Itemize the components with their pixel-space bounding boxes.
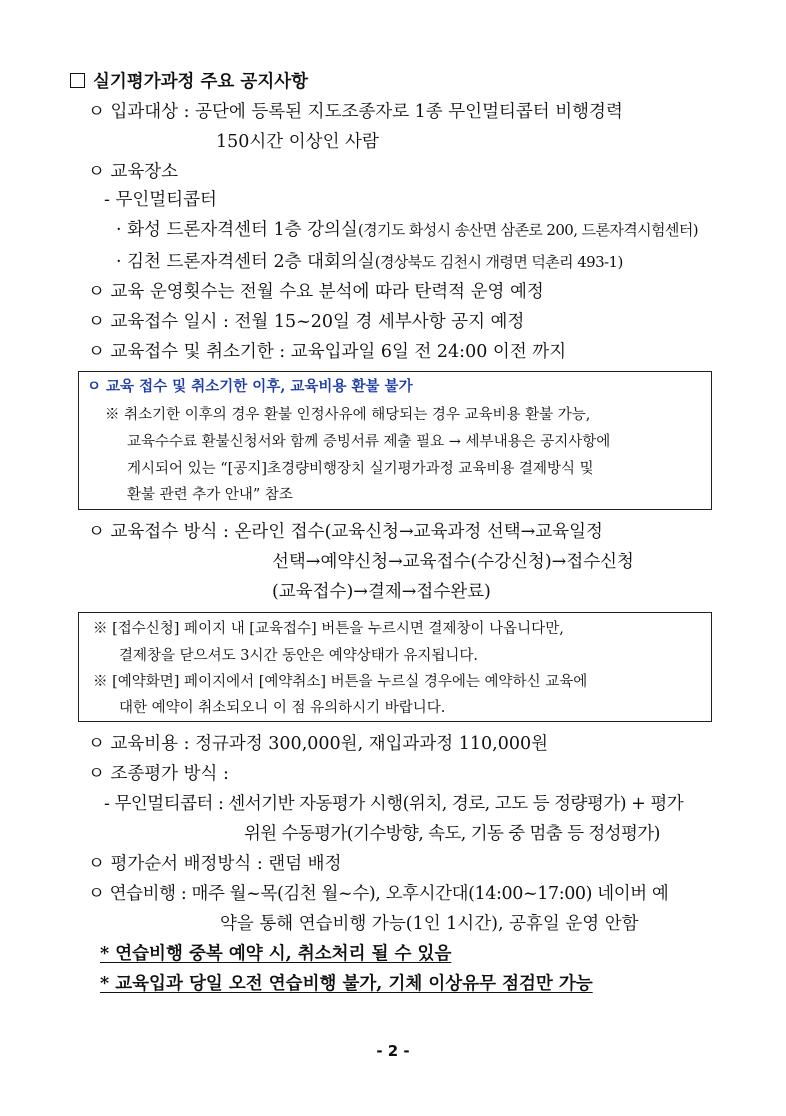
checkbox-square-icon (70, 73, 85, 88)
place-label: ㅇ 교육장소 (88, 162, 179, 182)
place-gimcheon: · 김천 드론자격센터 2층 대회의실(경상북도 김천시 개령면 덕촌리 493-1) (116, 252, 623, 272)
practice-line-2: 약을 통해 연습비행 가능(1인 1시간), 공휴일 운영 안함 (220, 914, 639, 934)
method-line-1: ㅇ 교육접수 방식 : 온라인 접수(교육신청→교육과정 선택→교육일정 (88, 522, 603, 542)
method-line-2: 선택→예약신청→교육접수(수강신청)→접수신청 (272, 552, 634, 572)
payment-notice-box (78, 612, 712, 722)
evaluation-line-1: - 무인멀티콥터 : 센서기반 자동평가 시행(위치, 경로, 고도 등 정량평가) + 평가 (104, 794, 684, 814)
place-hwaseong-address: (경기도 화성시 송산면 삼존로 200, 드론자격시험센터) (357, 221, 698, 239)
payment-note-2a: ※ [예약화면] 페이지에서 [예약취소] 버튼을 누르실 경우에는 예약하신 교육에 (93, 674, 588, 690)
section-title: 실기평가과정 주요 공지사항 (70, 70, 308, 94)
evaluation-label: ㅇ 조종평가 방식 : (88, 764, 229, 784)
method-line-3: (교육접수)→결제→접수완료) (272, 582, 491, 602)
warning-2: * 교육입과 당일 오전 연습비행 불가, 기체 이상유무 점검만 가능 (100, 974, 593, 994)
place-sub: - 무인멀티콥터 (104, 190, 217, 210)
payment-note-1b: 결제창을 닫으셔도 3시간 동안은 예약상태가 유지됩니다. (119, 648, 479, 664)
refund-note-1: ※ 취소기한 이후의 경우 환불 인정사유에 해당되는 경우 교육비용 환불 가능, (105, 407, 591, 423)
place-gimcheon-address: (경상북도 김천시 개령면 덕촌리 493-1) (374, 253, 623, 271)
refund-note-2: 교육수수료 환불신청서와 함께 증빙서류 제출 필요 → 세부내용은 공지사항에 (127, 434, 611, 450)
payment-note-1a: ※ [접수신청] 페이지 내 [교육접수] 버튼을 누르시면 결제창이 나옵니다만, (93, 621, 564, 637)
refund-note-4: 환불 관련 추가 안내” 참조 (127, 487, 293, 503)
refund-notice-box (78, 371, 712, 510)
warning-1: * 연습비행 중복 예약 시, 취소처리 될 수 있음 (100, 944, 452, 964)
practice-line-1: ㅇ 연습비행 : 매주 월~목(김천 월~수), 오후시간대(14:00~17:00) 네이버 예 (88, 884, 669, 904)
target-label: ㅇ 입과대상 : 공단에 등록된 지도조종자로 1종 무인멀티콥터 비행경력 (88, 102, 623, 122)
target-cont: 150시간 이상인 사람 (216, 132, 379, 152)
order: ㅇ 평가순서 배정방식 : 랜덤 배정 (88, 854, 342, 874)
place-hwaseong: · 화성 드론자격센터 1층 강의실(경기도 화성시 송산면 삼존로 200, 드론자격시험센터) (116, 220, 698, 240)
refund-note-3: 게시되어 있는 “[공지]초경량비행장치 실기평가과정 교육비용 결제방식 및 (127, 461, 594, 477)
cancel-deadline: ㅇ 교육접수 및 취소기한 : 교육입과일 6일 전 24:00 이전 까지 (88, 342, 567, 362)
refund-heading: ㅇ 교육 접수 및 취소기한 이후, 교육비용 환불 불가 (87, 378, 413, 395)
payment-note-2b: 대한 예약이 취소되오니 이 점 유의하시기 바랍니다. (119, 700, 446, 716)
fee: ㅇ 교육비용 : 정규과정 300,000원, 재입과과정 110,000원 (88, 734, 549, 754)
evaluation-line-2: 위원 수동평가(기수방향, 속도, 기동 중 멈춤 등 정성평가) (244, 824, 660, 844)
reception-date: ㅇ 교육접수 일시 : 전월 15~20일 경 세부사항 공지 예정 (88, 312, 525, 332)
operation-note: ㅇ 교육 운영횟수는 전월 수요 분석에 따라 탄력적 운영 예정 (88, 282, 544, 302)
page-number: - 2 - (376, 1042, 410, 1060)
